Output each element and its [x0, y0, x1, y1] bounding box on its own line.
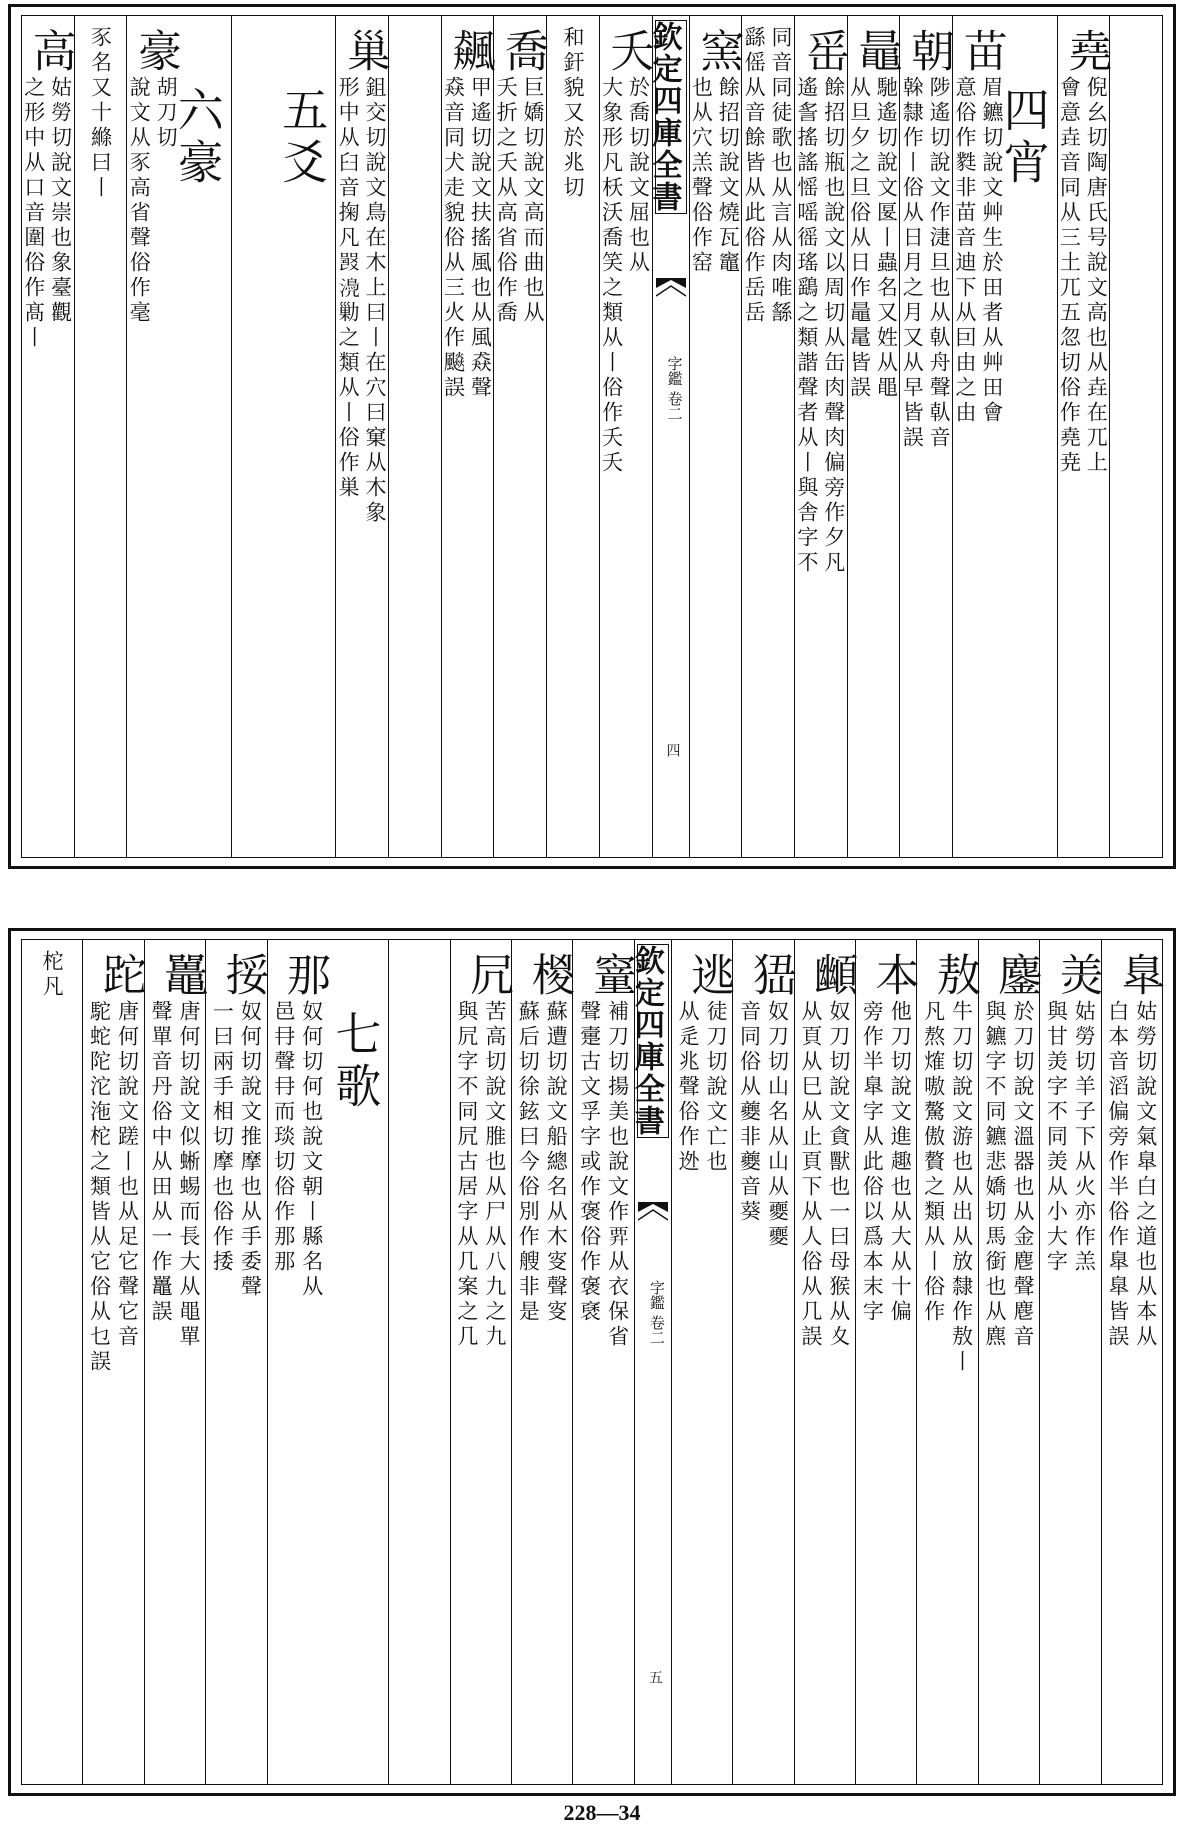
- annotation-block: [1110, 26, 1162, 851]
- annotation-block: [232, 26, 284, 851]
- annotation-block: [442, 76, 494, 851]
- entry-column: [388, 16, 441, 857]
- annotation-line: 也从穴羔聲俗作窑: [689, 76, 714, 276]
- annotation-line: 聲單音丹俗中从田从一作鼉誤: [148, 1000, 173, 1325]
- entry-column: [441, 16, 494, 857]
- entry-column: [546, 16, 599, 857]
- entry-column: [74, 16, 127, 857]
- annotation-block: [206, 1000, 266, 1778]
- headword: 朝: [903, 28, 955, 72]
- entry-column: [144, 940, 208, 1784]
- annotation-line: 餘招切說文燒瓦竈: [716, 76, 741, 276]
- annotation-block: [83, 1000, 143, 1778]
- annotation-line: 與凥字不同凥古居字从几案之几: [454, 1000, 479, 1350]
- annotation-line: 蘇后切徐鉉曰今俗別作艘非是: [516, 1000, 541, 1325]
- gutter-volume-label: 字鑑 卷二: [647, 1280, 666, 1345]
- entry-column: [741, 16, 794, 857]
- headword: 敖: [928, 952, 980, 996]
- annotation-line: 繇傜从音餘皆从此俗作岳岳: [742, 26, 767, 326]
- headword: 跎: [94, 952, 146, 996]
- center-gutter: [646, 16, 689, 857]
- annotation-line: 唐何切說文蹉丨也从足它聲它音: [115, 1000, 140, 1350]
- annotation-block: [900, 76, 952, 851]
- headword: 鼂: [850, 28, 902, 72]
- lower-page-columns: [22, 940, 1162, 1784]
- annotation-line: 胡刀切: [154, 76, 179, 151]
- annotation-block: [795, 76, 847, 851]
- lower-page-frame: [21, 939, 1163, 1785]
- entry-column: [794, 940, 858, 1784]
- entry-column: [952, 16, 1005, 857]
- annotation-block: [512, 1000, 572, 1778]
- headword: 臯: [1113, 952, 1164, 996]
- annotation-block: [268, 1000, 328, 1778]
- entry-column: [450, 940, 514, 1784]
- gutter-book-title: 欽定四庫全書: [637, 944, 669, 1138]
- annotation-line: 一曰兩手相切摩也俗作捼: [210, 1000, 235, 1275]
- rhyme-section-column: [275, 16, 336, 857]
- annotation-block: [979, 1000, 1039, 1778]
- annotation-line: 倪幺切陶唐氏号說文高也从垚在兀上: [1084, 76, 1109, 476]
- annotation-line: 他刀切說文進趣也从大从十偏: [888, 1000, 913, 1325]
- headword: 鏖: [990, 952, 1042, 996]
- annotation-line: 巨嬌切說文高而曲也从: [521, 76, 546, 326]
- annotation-line: 奴刀切說文貪獸也一曰母猴从夊: [826, 1000, 851, 1350]
- annotation-line: 意俗作㽔非苗音迪下从囙由之由: [953, 76, 977, 426]
- headword: 高: [24, 28, 76, 72]
- annotation-line: 邑冄聲冄而琰切俗作那那: [271, 1000, 296, 1275]
- headword: 飆: [444, 28, 496, 72]
- rhyme-section-column: [328, 940, 388, 1784]
- annotation-line: 陟遙切說文作𣶏旦也从倝舟聲倝音: [927, 76, 952, 451]
- entry-column: [794, 16, 847, 857]
- entry-column: [493, 16, 549, 857]
- annotation-block: [1102, 1000, 1162, 1778]
- headword: 豪: [130, 28, 182, 72]
- entry-column: [1101, 940, 1162, 1784]
- upper-page: [8, 4, 1176, 869]
- annotation-line: 說文从豕高省聲俗作毫: [127, 76, 152, 326]
- annotation-line: 从辵兆聲俗作迯: [676, 1000, 701, 1175]
- rhyme-section-label: 七歌: [328, 1010, 383, 1114]
- annotation-line: 會意垚音同从三土兀五忽切俗作堯尭: [1057, 76, 1082, 476]
- entry-column: [1039, 940, 1103, 1784]
- gutter-leaf-number: 四: [664, 743, 681, 757]
- annotation-line: 徒刀切說文亡也: [704, 1000, 729, 1175]
- annotation-block: [1040, 1000, 1100, 1778]
- headword: 苗: [955, 28, 1007, 72]
- annotation-line: 和釬貌又於兆切: [560, 26, 585, 201]
- annotation-line: 豕名又十縧曰丨: [88, 26, 113, 201]
- entry-column: [689, 16, 742, 857]
- annotation-block: [856, 1000, 916, 1778]
- entry-column: [126, 16, 182, 857]
- rhyme-section-column: [996, 16, 1057, 857]
- annotation-line: 甲遙切說文扶搖風也从風猋聲: [468, 76, 493, 401]
- annotation-line: 柁凡: [40, 950, 65, 1000]
- headword: 䍃: [797, 28, 849, 72]
- entry-column: [205, 940, 269, 1784]
- annotation-block: [1058, 76, 1110, 851]
- annotation-line: 从頁从巳从止頁下从人俗从几誤: [798, 1000, 823, 1350]
- entry-column: [22, 940, 82, 1784]
- lower-page: [8, 928, 1176, 1796]
- gutter-book-title: 欽定四庫全書: [655, 20, 687, 214]
- entry-column: [335, 16, 388, 857]
- annotation-line: 餘招切瓶也說文以周切从缶肉聲肉偏旁作夕凡: [821, 76, 846, 576]
- annotation-block: [953, 76, 1005, 851]
- annotation-line: 音同俗从夔非夔音葵: [737, 1000, 762, 1225]
- headword: 喬: [497, 28, 549, 72]
- headword: 挼: [217, 952, 269, 996]
- annotation-line: 蘇遭切說文船總名从木叜聲叜: [544, 1000, 569, 1325]
- annotation-line: 唐何切說文似蜥蜴而長大从黽單: [176, 1000, 201, 1350]
- upper-page-frame: [21, 15, 1163, 858]
- annotation-line: 補刀切揚美也說文作𧟨从衣保省: [605, 1000, 630, 1350]
- headword: 鼉: [156, 952, 208, 996]
- entry-column: [267, 940, 328, 1784]
- annotation-line: 奴何切說文推摩也从手委聲: [238, 1000, 263, 1300]
- annotation-block: [494, 76, 546, 851]
- annotation-block: [917, 1000, 977, 1778]
- annotation-block: [733, 1000, 793, 1778]
- annotation-block: [672, 1000, 732, 1778]
- annotation-block: [336, 76, 388, 851]
- headword: 羙: [1051, 952, 1103, 996]
- annotation-block: [389, 26, 441, 851]
- annotation-line: 形中从臼音掬凡𤕦𣿆勦之類从丨俗作巣: [336, 76, 361, 501]
- headword: 凥: [462, 952, 514, 996]
- annotation-line: 姑勞切說文氣臯白之道也从本从: [1133, 1000, 1158, 1350]
- entry-column: [732, 940, 796, 1784]
- entry-column: [511, 940, 575, 1784]
- annotation-line: 遙䚻搖謠愮嗂徭瑤鷂之類諧聲者从丨與舎字不: [794, 76, 819, 576]
- page-number: 228—34: [563, 1800, 641, 1825]
- annotation-line: 大象形凡枖沃喬笑之類从丨俗作夭夭: [599, 76, 624, 476]
- annotation-line: 牛刀切說文游也从出从放隸作敖丨: [949, 1000, 974, 1375]
- entry-column: [671, 940, 735, 1784]
- entry-column: [1109, 16, 1162, 857]
- annotation-line: 鉏交切說文鳥在木上曰丨在穴曰窠从木象: [363, 76, 387, 526]
- entry-column: [916, 940, 980, 1784]
- annotation-block: [451, 1000, 511, 1778]
- headword: 那: [278, 952, 330, 996]
- annotation-line: 駝蛇陀沱沲柁之類皆从它俗从乜誤: [87, 1000, 112, 1375]
- annotation-line: 苦高切說文脽也从尸从八九之九: [482, 1000, 507, 1350]
- annotation-block: [795, 1000, 855, 1778]
- headword: 䆹: [584, 952, 636, 996]
- annotation-line: 聲㚄古文孚字或作褒俗作褒褎: [577, 1000, 602, 1325]
- entry-column: [1057, 16, 1110, 857]
- annotation-block: [127, 76, 179, 851]
- annotation-line: 旁作半臯字从此俗以爲本末字: [860, 1000, 885, 1325]
- headword: 巢: [338, 28, 390, 72]
- annotation-line: 白本音滔偏旁作半俗作臯臯皆誤: [1105, 1000, 1130, 1350]
- entry-column: [847, 16, 900, 857]
- annotation-line: 之形中从口音圍俗作髙丨: [21, 76, 46, 351]
- entry-column: [82, 940, 146, 1784]
- gutter-volume-label: 字鑑 卷二: [665, 356, 684, 421]
- entry-column: [22, 16, 74, 857]
- annotation-line: 夭折之夭从高省俗作喬: [494, 76, 519, 326]
- annotation-block: [690, 76, 742, 851]
- annotation-line: 奴何切何也說文朝丨縣名从: [299, 1000, 324, 1300]
- annotation-line: 凡熬𤌍嗷驁傲贅之類从丨俗作: [921, 1000, 946, 1325]
- annotation-line: 奴刀切山名从山从夒夒: [765, 1000, 790, 1250]
- annotation-block: [848, 76, 900, 851]
- rhyme-section-label: 四宵: [996, 86, 1051, 190]
- center-gutter: [628, 940, 671, 1784]
- headword: 夭: [602, 28, 654, 72]
- annotation-line: 於喬切說文屈也从: [626, 76, 651, 276]
- rhyme-section-label: 五爻: [275, 86, 330, 190]
- annotation-line: 同音同徒歌也从言从肉唯䌛: [769, 26, 793, 326]
- annotation-line: 姑勞切羊子下从火亦作羔: [1072, 1000, 1097, 1275]
- annotation-line: 姑勞切說文崇也象臺觀: [48, 76, 73, 326]
- annotation-block: [742, 26, 794, 851]
- annotation-block: [22, 76, 74, 851]
- annotation-line: 與甘羙字不同羙从小大字: [1044, 1000, 1069, 1275]
- fish-tail-fold-mark: [638, 1202, 668, 1228]
- headword: 逃: [683, 952, 735, 996]
- gutter-leaf-number: 五: [646, 1670, 663, 1684]
- annotation-line: 眉鑣切說文艸生於田者从艸田會: [979, 76, 1004, 426]
- entry-column: [978, 940, 1042, 1784]
- rhyme-section-column: [170, 16, 231, 857]
- annotation-line: 於刀切說文溫器也从金麀聲麀音: [1011, 1000, 1036, 1350]
- headword: 堯: [1060, 28, 1112, 72]
- annotation-block: [22, 950, 82, 1778]
- entry-column: [572, 940, 636, 1784]
- rhyme-section-label: 六豪: [170, 86, 225, 190]
- entry-column: [899, 16, 955, 857]
- annotation-line: 从旦夕之旦俗从日作鼂鼌皆誤: [847, 76, 872, 401]
- fish-tail-fold-mark: [656, 278, 686, 304]
- annotation-block: [547, 26, 599, 851]
- headword: 椶: [523, 952, 575, 996]
- annotation-line: 榦隸作丨俗从日月之月又从早皆誤: [900, 76, 925, 451]
- headword: 本: [867, 952, 919, 996]
- entry-column: [855, 940, 919, 1784]
- annotation-block: [75, 26, 127, 851]
- headword: 峱: [744, 952, 796, 996]
- headword: 䫜: [806, 952, 858, 996]
- entry-column: [231, 16, 284, 857]
- annotation-block: [145, 1000, 205, 1778]
- annotation-line: 馳遙切說文匽丨蟲名又姓从黽: [874, 76, 899, 401]
- entry-column: [599, 16, 652, 857]
- annotation-line: 猋音同犬走貌俗从三火作飈誤: [441, 76, 466, 401]
- annotation-line: 與鑣字不同鑣悲嬌切馬銜也从麃: [983, 1000, 1008, 1350]
- annotation-block: [600, 76, 652, 851]
- annotation-block: [573, 1000, 633, 1778]
- upper-page-columns: [22, 16, 1162, 857]
- annotation-block: [389, 950, 449, 1778]
- headword: 窯: [692, 28, 744, 72]
- entry-column: [388, 940, 449, 1784]
